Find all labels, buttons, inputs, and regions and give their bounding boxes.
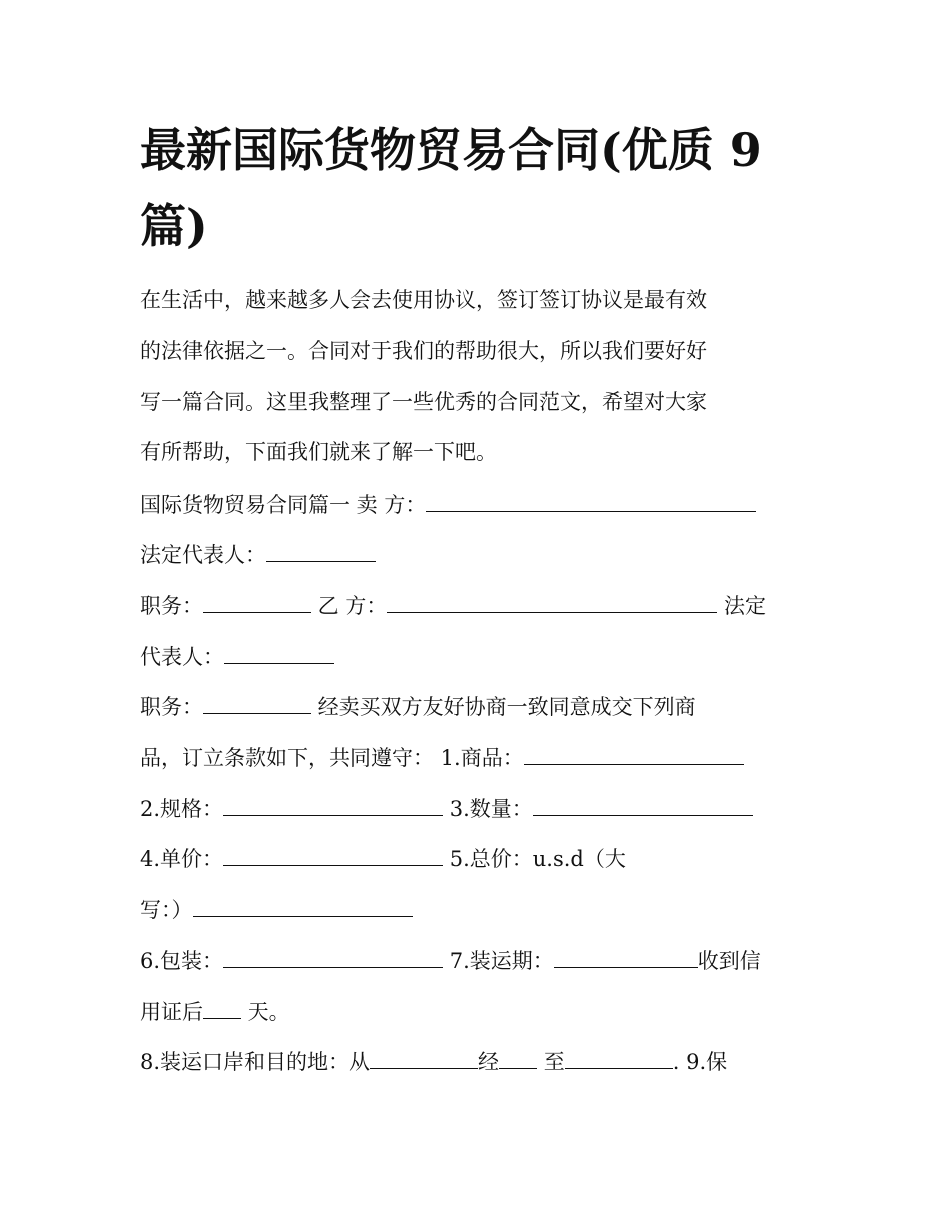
contract-line-seller	[140, 489, 756, 520]
buyer-representative-label-end: 代表人：	[140, 645, 224, 669]
buyer-position-label: 职务：	[140, 695, 203, 719]
title-line-1: 最新国际货物贸易合同(优质 9	[140, 123, 762, 177]
intro-line-3: 写一篇合同。这里我整理了一些优秀的合同范文，希望对大家	[140, 390, 707, 414]
quantity-label: 3.数量：	[443, 797, 533, 821]
days-label: 天。	[241, 1000, 290, 1024]
total-words-blank[interactable]	[193, 894, 413, 917]
buyer-representative-blank[interactable]	[224, 641, 334, 664]
contract-line-duty-buyer	[140, 590, 766, 621]
seller-blank[interactable]	[426, 489, 756, 512]
contract-line-packing	[140, 945, 761, 976]
days-blank[interactable]	[203, 996, 241, 1019]
total-words-label: 写：）	[140, 898, 193, 922]
buyer-blank[interactable]	[387, 590, 717, 613]
quantity-blank[interactable]	[533, 793, 753, 816]
contract-line-commodity	[140, 742, 744, 773]
contract-line-price	[140, 843, 626, 874]
insurance-label-start: . 9.保	[672, 1050, 728, 1074]
unit-price-blank[interactable]	[223, 843, 443, 866]
port-via-blank[interactable]	[499, 1046, 537, 1069]
agreement-text: 经卖买双方友好协商一致同意成交下列商	[311, 695, 696, 719]
contract-line-buyer-duty	[140, 691, 696, 722]
contract-line-days	[140, 996, 290, 1027]
unit-price-label: 4.单价：	[140, 847, 224, 871]
seller-representative-blank[interactable]	[266, 539, 376, 562]
seller-position-label: 职务：	[140, 594, 203, 618]
contract-line-total-words	[140, 894, 413, 925]
specification-blank[interactable]	[223, 793, 443, 816]
shipment-blank[interactable]	[554, 945, 698, 968]
intro-line-1: 在生活中，越来越多人会去使用协议，签订签订协议是最有效	[140, 288, 707, 312]
packing-label: 6.包装：	[140, 949, 224, 973]
commodity-label: 品，订立条款如下，共同遵守： 1.商品：	[140, 746, 524, 770]
buyer-label: 乙 方：	[311, 594, 388, 618]
shipment-label: 7.装运期：	[443, 949, 554, 973]
buyer-representative-label-start: 法定	[717, 594, 767, 618]
document-title	[140, 112, 830, 264]
port-from-blank[interactable]	[370, 1046, 478, 1069]
specification-label: 2.规格：	[140, 797, 224, 821]
contract-line-spec-qty	[140, 793, 753, 824]
total-price-label: 5.总价：u.s.d（大	[443, 847, 626, 871]
port-to-blank[interactable]	[565, 1046, 673, 1069]
seller-label: 国际货物贸易合同篇一 卖 方：	[140, 493, 427, 517]
port-via-label: 经	[478, 1050, 500, 1074]
contract-line-buyer-rep	[140, 641, 334, 672]
contract-line-ports	[140, 1046, 727, 1077]
port-to-label: 至	[537, 1050, 565, 1074]
buyer-position-blank[interactable]	[203, 691, 311, 714]
packing-blank[interactable]	[223, 945, 443, 968]
shipment-condition-end: 用证后	[140, 1000, 203, 1024]
seller-position-blank[interactable]	[203, 590, 311, 613]
shipment-condition-start: 收到信	[697, 949, 761, 973]
intro-line-2: 的法律依据之一。合同对于我们的帮助很大，所以我们要好好	[140, 339, 707, 363]
commodity-blank[interactable]	[524, 742, 744, 765]
port-from-label: 8.装运口岸和目的地：从	[140, 1050, 371, 1074]
contract-line-seller-rep	[140, 539, 376, 570]
intro-line-4: 有所帮助，下面我们就来了解一下吧。	[140, 440, 497, 464]
seller-representative-label: 法定代表人：	[140, 543, 266, 567]
title-line-2: 篇)	[140, 199, 208, 253]
